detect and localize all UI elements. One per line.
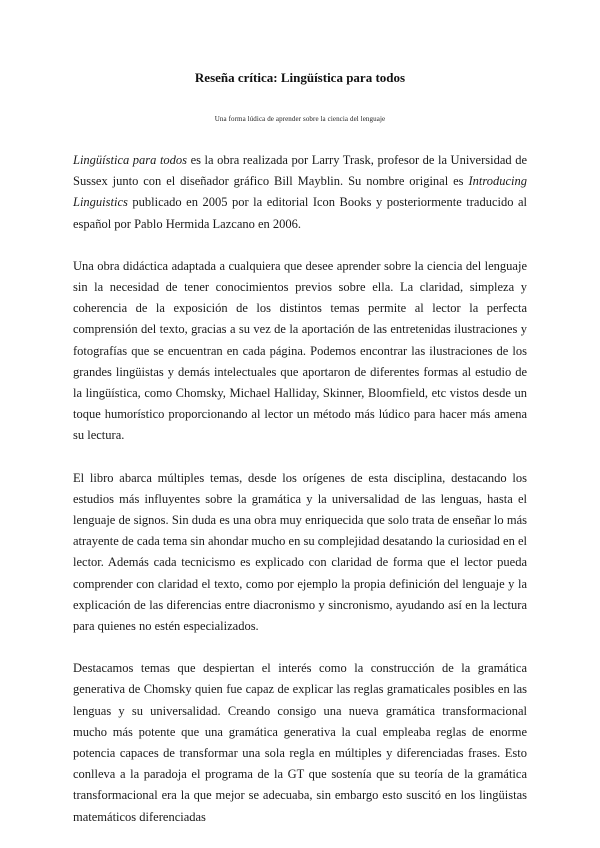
document-title: Reseña crítica: Lingüística para todos (194, 70, 406, 85)
intro-text-part-1: es la obra realizada por Larry Trask, profesor de la Universidad de Sussex junto con el diseñador gráfico Bill Mayblin. Su nombre original es (73, 153, 527, 189)
book-title-italic: Lingüística para todos (73, 153, 188, 167)
document-body (73, 150, 527, 828)
intro-text-part-2: publicado en 2005 por la editorial Icon Books y posteriormente traducido al español por Pablo Hermida Lazcano en 2006. (73, 195, 527, 231)
paragraph-intro (73, 150, 527, 235)
document-subtitle: Una forma lúdica de aprender sobre la ciencia del lenguaje (214, 115, 386, 123)
paragraph-4: Destacamos temas que despiertan el interés como la construcción de la gramática generativa de Chomsky quien fue capaz de explicar las reglas gramaticales posibles en las lenguas y su universalidad. Creando consigo una nueva gramática transformacional mucho más potente que una gramática generativa la cual empleaba reglas de enorme potencia capaces de transformar una sola regla en múltiples y diferenciadas frases. Esto conlleva a la paradoja el programa de la GT que sostenía que su teoría de la gramática transformacional era la que mejor se adecuaba, sin embargo esto suscitó en los lingüistas matemáticos diferenciadas (73, 661, 527, 824)
original-title-italic: Introducing Linguistics (73, 174, 527, 210)
paragraph-2: Una obra didáctica adaptada a cualquiera que desee aprender sobre la ciencia del lenguaje sin la necesidad de tener conocimientos previos sobre ella. La claridad, simpleza y coherencia de la exposición de los distintos temas permite al lector la perfecta comprensión del texto, gracias a su vez de la aportación de las entretenidas ilustraciones y fotografías que se encuentran en cada página. Podemos encontrar las ilustraciones de los grandes lingüistas y demás intelectuales que aportaron de diferentes formas al estudio de la lingüística, como Chomsky, Michael Halliday, Skinner, Bloomfield, etc vistos desde un toque humorístico proporcionando al lector un método más lúdico para hacer más amena su lectura. (73, 258, 527, 443)
paragraph-3: El libro abarca múltiples temas, desde los orígenes de esta disciplina, destacando los estudios más influyentes sobre la gramática y la universalidad de las lenguas, hasta el lenguaje de signos. Sin duda es una obra muy enriquecida que solo trata de enseñar lo más atrayente de cada tema sin ahondar mucho en su complejidad desatando la curiosidad en el lector. Además cada tecnicismo es explicado con claridad de forma que el lector pueda comprender con claridad el texto, como por ejemplo la propia definición del lenguaje y la explicación de las diferencias entre diacronismo y sincronismo, ayudando así en la lectura para quienes no estén especializados. (73, 470, 527, 634)
